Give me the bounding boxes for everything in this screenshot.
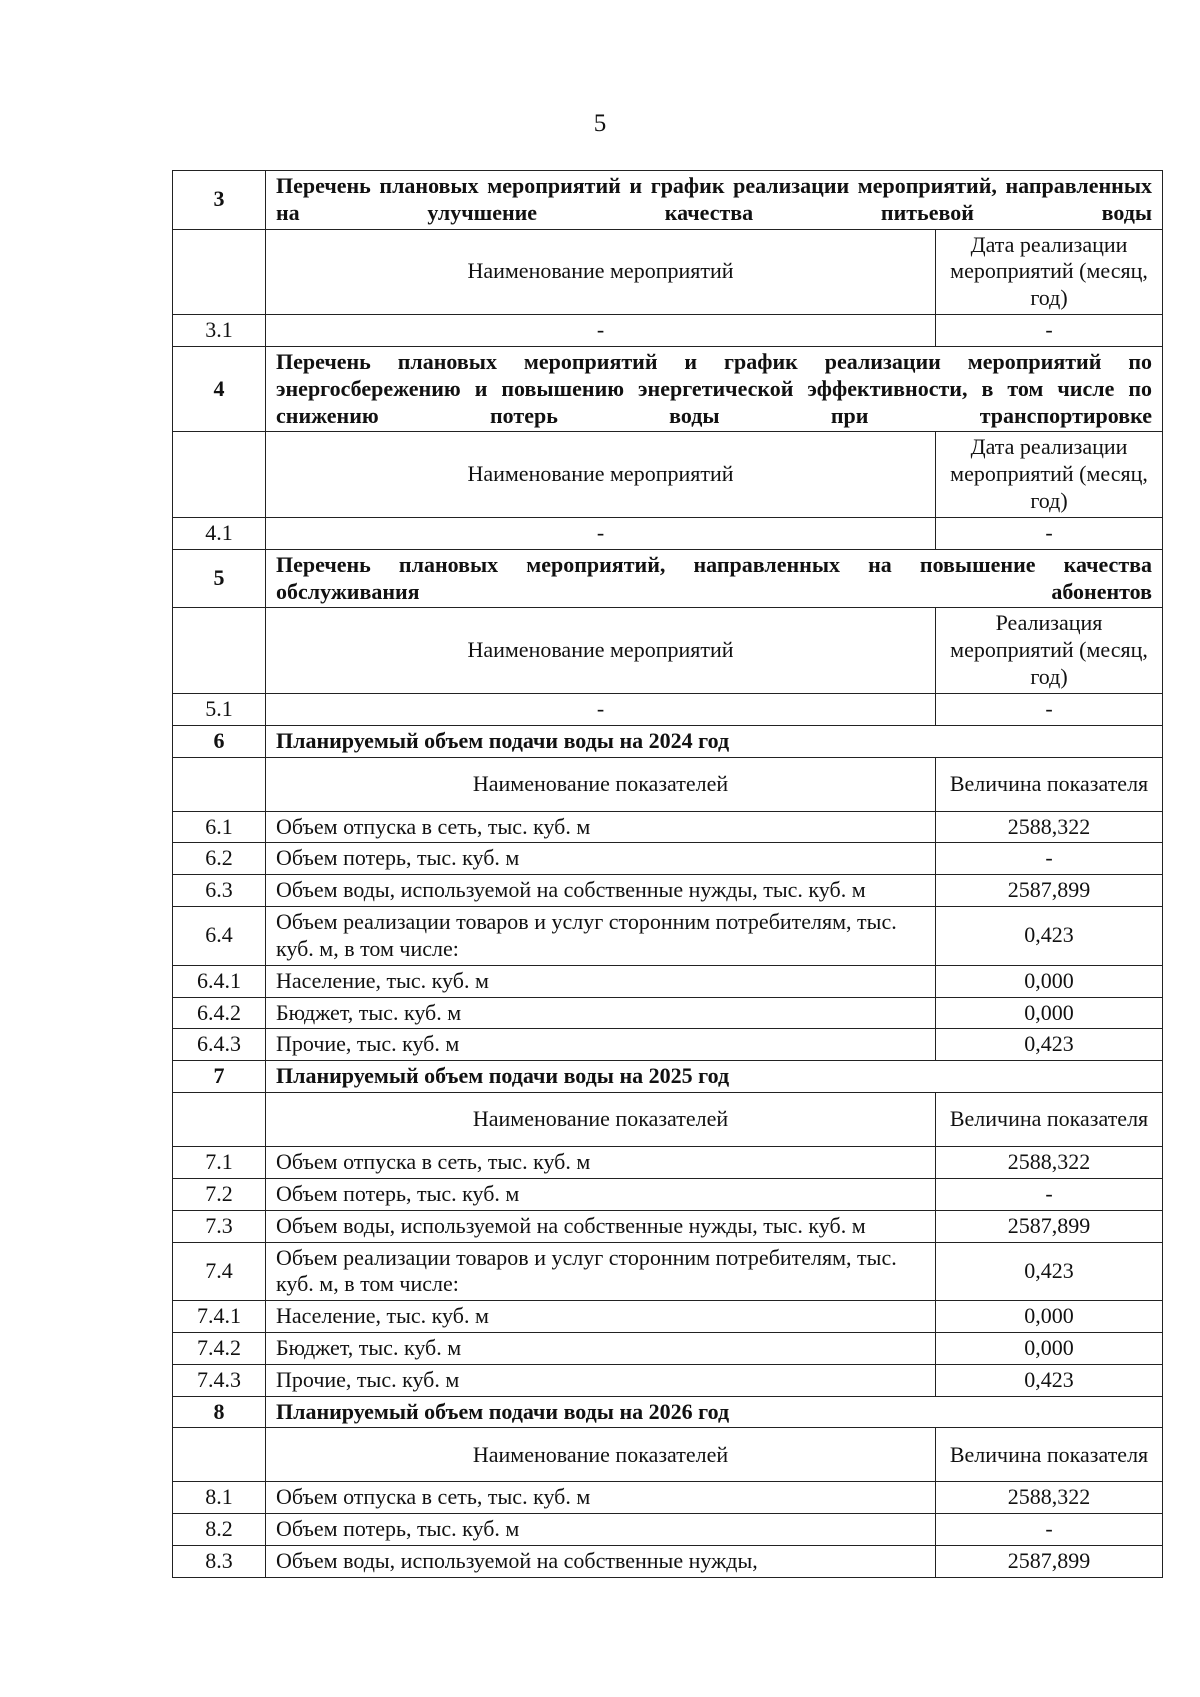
row-name: Бюджет, тыс. куб. м bbox=[266, 997, 936, 1029]
table-row bbox=[173, 875, 1163, 907]
row-name: Объем отпуска в сеть, тыс. куб. м bbox=[266, 1482, 936, 1514]
col-header-name: Наименование мероприятий bbox=[266, 608, 936, 693]
table-row bbox=[173, 1301, 1163, 1333]
row-value: 0,000 bbox=[936, 997, 1163, 1029]
row-number: 7.4.2 bbox=[173, 1332, 266, 1364]
table-row bbox=[173, 1210, 1163, 1242]
row-number: 6.4.1 bbox=[173, 965, 266, 997]
row-value: 2587,899 bbox=[936, 875, 1163, 907]
table-row bbox=[173, 907, 1163, 966]
table-row bbox=[173, 1482, 1163, 1514]
row-number: 7.2 bbox=[173, 1178, 266, 1210]
table-row bbox=[173, 1332, 1163, 1364]
column-header-row bbox=[173, 1428, 1163, 1482]
row-number: 8.2 bbox=[173, 1514, 266, 1546]
column-header-row bbox=[173, 608, 1163, 693]
row-value: 2588,322 bbox=[936, 1482, 1163, 1514]
row-name: Объем воды, используемой на собственные нужды, тыс. куб. м bbox=[266, 875, 936, 907]
table-row bbox=[173, 1242, 1163, 1301]
row-name: Население, тыс. куб. м bbox=[266, 1301, 936, 1333]
row-name: Объем потерь, тыс. куб. м bbox=[266, 843, 936, 875]
row-name: Объем воды, используемой на собственные нужды, bbox=[266, 1546, 936, 1578]
row-date: - bbox=[936, 517, 1163, 549]
row-number: 6.2 bbox=[173, 843, 266, 875]
section-title: Планируемый объем подачи воды на 2024 год bbox=[266, 725, 1163, 757]
table-row bbox=[173, 693, 1163, 725]
col-header-value: Величина показателя bbox=[936, 757, 1163, 811]
row-number: 6.3 bbox=[173, 875, 266, 907]
col-header-date: Дата реализации мероприятий (месяц, год) bbox=[936, 432, 1163, 517]
row-value: 2587,899 bbox=[936, 1546, 1163, 1578]
row-name: Бюджет, тыс. куб. м bbox=[266, 1332, 936, 1364]
row-value: 0,423 bbox=[936, 1364, 1163, 1396]
row-value: - bbox=[936, 1178, 1163, 1210]
row-name: Объем потерь, тыс. куб. м bbox=[266, 1178, 936, 1210]
section-title: Перечень плановых мероприятий и график реализации мероприятий по энергосбережению и повышению энергетической эффективности, в том числе по снижению потерь воды при транспортировке bbox=[266, 346, 1163, 431]
row-value: - bbox=[936, 1514, 1163, 1546]
column-header-row bbox=[173, 229, 1163, 314]
col-header-name: Наименование показателей bbox=[266, 757, 936, 811]
col-header-name: Наименование мероприятий bbox=[266, 432, 936, 517]
page-number: 5 bbox=[593, 110, 607, 137]
col-header-name: Наименование показателей bbox=[266, 1428, 936, 1482]
row-number: 8.3 bbox=[173, 1546, 266, 1578]
row-value: 0,000 bbox=[936, 965, 1163, 997]
section-3-header bbox=[173, 171, 1163, 230]
row-number: 6.1 bbox=[173, 811, 266, 843]
row-value: 0,423 bbox=[936, 907, 1163, 966]
row-number: 3.1 bbox=[173, 315, 266, 347]
column-header-row bbox=[173, 1093, 1163, 1147]
row-number: 6.4.3 bbox=[173, 1029, 266, 1061]
col-header-value: Величина показателя bbox=[936, 1428, 1163, 1482]
row-number: 6.4 bbox=[173, 907, 266, 966]
col-header-name: Наименование мероприятий bbox=[266, 229, 936, 314]
section-number: 6 bbox=[173, 725, 266, 757]
row-value: 2587,899 bbox=[936, 1210, 1163, 1242]
table-row bbox=[173, 1546, 1163, 1578]
row-value: 2588,322 bbox=[936, 811, 1163, 843]
row-name: Прочие, тыс. куб. м bbox=[266, 1029, 936, 1061]
table-row bbox=[173, 315, 1163, 347]
section-title: Планируемый объем подачи воды на 2026 год bbox=[266, 1396, 1163, 1428]
col-header-date: Реализация мероприятий (месяц, год) bbox=[936, 608, 1163, 693]
row-name: Объем отпуска в сеть, тыс. куб. м bbox=[266, 811, 936, 843]
section-number: 5 bbox=[173, 549, 266, 608]
row-number: 8.1 bbox=[173, 1482, 266, 1514]
table-row bbox=[173, 1514, 1163, 1546]
section-7-header bbox=[173, 1061, 1163, 1093]
row-value: 2588,322 bbox=[936, 1147, 1163, 1179]
section-title: Перечень плановых мероприятий и график реализации мероприятий, направленных на улучшение качества питьевой воды bbox=[266, 171, 1163, 230]
section-number: 3 bbox=[173, 171, 266, 230]
row-date: - bbox=[936, 693, 1163, 725]
row-name: Объем реализации товаров и услуг сторонним потребителям, тыс. куб. м, в том числе: bbox=[266, 907, 936, 966]
table-row bbox=[173, 1147, 1163, 1179]
section-number: 8 bbox=[173, 1396, 266, 1428]
row-name: Объем отпуска в сеть, тыс. куб. м bbox=[266, 1147, 936, 1179]
row-name: - bbox=[266, 315, 936, 347]
row-number: 6.4.2 bbox=[173, 997, 266, 1029]
row-number: 4.1 bbox=[173, 517, 266, 549]
row-value: - bbox=[936, 843, 1163, 875]
row-number: 7.4.1 bbox=[173, 1301, 266, 1333]
row-name: - bbox=[266, 693, 936, 725]
table-row bbox=[173, 517, 1163, 549]
column-header-row bbox=[173, 432, 1163, 517]
section-number: 7 bbox=[173, 1061, 266, 1093]
section-4-header bbox=[173, 346, 1163, 431]
plan-table bbox=[172, 170, 1163, 1578]
row-number: 7.4 bbox=[173, 1242, 266, 1301]
row-name: - bbox=[266, 517, 936, 549]
col-header-name: Наименование показателей bbox=[266, 1093, 936, 1147]
section-8-header bbox=[173, 1396, 1163, 1428]
row-number: 5.1 bbox=[173, 693, 266, 725]
section-6-header bbox=[173, 725, 1163, 757]
col-header-value: Величина показателя bbox=[936, 1093, 1163, 1147]
table-row bbox=[173, 997, 1163, 1029]
table-row bbox=[173, 811, 1163, 843]
col-header-date: Дата реализации мероприятий (месяц, год) bbox=[936, 229, 1163, 314]
table-row bbox=[173, 1029, 1163, 1061]
row-number: 7.3 bbox=[173, 1210, 266, 1242]
row-name: Население, тыс. куб. м bbox=[266, 965, 936, 997]
table-row bbox=[173, 1364, 1163, 1396]
row-name: Прочие, тыс. куб. м bbox=[266, 1364, 936, 1396]
table-row bbox=[173, 965, 1163, 997]
row-value: 0,423 bbox=[936, 1029, 1163, 1061]
row-date: - bbox=[936, 315, 1163, 347]
row-name: Объем воды, используемой на собственные нужды, тыс. куб. м bbox=[266, 1210, 936, 1242]
section-title: Планируемый объем подачи воды на 2025 год bbox=[266, 1061, 1163, 1093]
row-name: Объем реализации товаров и услуг сторонним потребителям, тыс. куб. м, в том числе: bbox=[266, 1242, 936, 1301]
row-number: 7.1 bbox=[173, 1147, 266, 1179]
row-number: 7.4.3 bbox=[173, 1364, 266, 1396]
section-title: Перечень плановых мероприятий, направленных на повышение качества обслуживания абонентов bbox=[266, 549, 1163, 608]
row-value: 0,000 bbox=[936, 1301, 1163, 1333]
column-header-row bbox=[173, 757, 1163, 811]
row-value: 0,423 bbox=[936, 1242, 1163, 1301]
section-number: 4 bbox=[173, 346, 266, 431]
section-5-header bbox=[173, 549, 1163, 608]
row-value: 0,000 bbox=[936, 1332, 1163, 1364]
row-name: Объем потерь, тыс. куб. м bbox=[266, 1514, 936, 1546]
table-row bbox=[173, 843, 1163, 875]
table-row bbox=[173, 1178, 1163, 1210]
